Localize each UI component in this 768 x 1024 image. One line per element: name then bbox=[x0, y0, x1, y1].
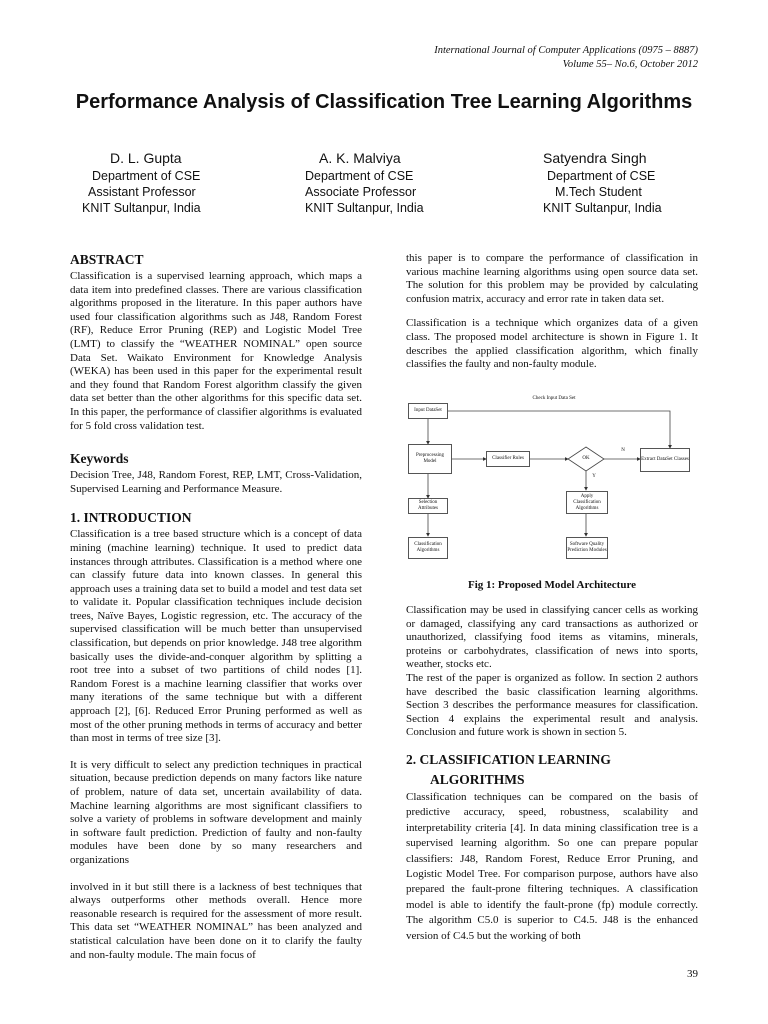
section2-heading-line1: 2. CLASSIFICATION LEARNING bbox=[406, 751, 611, 767]
section2-heading-line2: ALGORITHMS bbox=[430, 771, 525, 787]
intro-paragraph-3: involved in it but still there is a lackness of best techniques that always outperforms other methods overall. Hence more reasonable research is required for the assessment of more result. This data set “WEATHER NOMINAL” has been analyzed and statistical calculation have been done on it to clarify the faulty and non-faulty module. The main focus of bbox=[70, 880, 362, 961]
col2-paragraph-3: Classification may be used in classifying cancer cells as working or damaged, classifying any card transactions as authorized or unauthorized, classifying food items as vitamins, minerals, proteins or carbohydrates, classification of news into sports, weather, stocks etc. bbox=[406, 604, 698, 671]
author-dept: Department of CSE bbox=[547, 169, 656, 183]
author-1 bbox=[82, 150, 282, 216]
author-name: Satyendra Singh bbox=[543, 150, 647, 166]
col2-paragraph-1: this paper is to compare the performance of classification in various machine learning algorithms using open source data set. The solution for this problem may be provided by calculating confusion matrix, accuracy and error rate in taken data set. bbox=[406, 252, 698, 305]
paper-title: Performance Analysis of Classification Tree Learning Algorithms bbox=[75, 91, 693, 113]
right-column-bottom bbox=[406, 604, 698, 944]
author-role: Assistant Professor bbox=[88, 185, 196, 199]
intro-paragraph-1: Classification is a tree based structure which is a concept of data mining (machine learning) technique. It used to predict data instances through attributes. Classification is a method where one can classify future data into known classes. In general this approach uses a training data set to build a model and test data set to validate it. Popular classification techniques include decision trees, Naïve Bayes, Logistic regression, etc. The accuracy of the supervised classification will be much better than unsupervised classification, but depends on prior knowledge. J48 tree algorithm basically uses the divide-and-conquer algorithm by splitting a root tree into a subset of two partitions of child nodes [1]. Random Forest is a machine learning classifier that works over many iterations of the same technique but with a different approach [2], [6]. Reduced Error Pruning performed as well as most of the other pruning methods in terms of accuracy and better than most in terms of tree size [3]. bbox=[70, 528, 362, 745]
ok-label: OK bbox=[582, 456, 590, 461]
author-name: A. K. Malviya bbox=[319, 150, 401, 166]
author-role: M.Tech Student bbox=[555, 185, 642, 199]
connector-input-check bbox=[447, 411, 670, 448]
intro-heading: 1. INTRODUCTION bbox=[70, 510, 192, 526]
intro-paragraph-2: It is very difficult to select any prediction techniques in practical situation, because prediction depends on many factors like nature of problem, nature of data set, uncertain availability of data. Machine learning algorithms are most significant classifiers to solve a variety of problems in software development and mainly in software fault prediction. Prediction of faulty and non-faulty modules have been done by so many researchers and organizations bbox=[70, 758, 362, 866]
author-3 bbox=[543, 150, 743, 216]
author-2 bbox=[305, 150, 505, 216]
author-name: D. L. Gupta bbox=[110, 150, 182, 166]
author-dept: Department of CSE bbox=[305, 169, 414, 183]
col2-paragraph-4: The rest of the paper is organized as follow. In section 2 authors have described the basic classification learning algorithms. Section 3 describes the performance measures for classification. Section 4 explains the experimental result and analysis. Conclusion and future work is shown in section 5. bbox=[406, 671, 698, 739]
journal-name: International Journal of Computer Applications (0975 – 8887) bbox=[434, 45, 698, 56]
author-org: KNIT Sultanpur, India bbox=[82, 201, 201, 215]
selection-attributes-box: Selection Attributes bbox=[408, 498, 448, 514]
n-label: N bbox=[621, 448, 625, 453]
y-label: Y bbox=[592, 474, 596, 479]
figure-connectors bbox=[404, 392, 700, 572]
classification-algorithms-box: Classification Algorithms bbox=[408, 537, 448, 559]
left-column bbox=[70, 252, 362, 962]
keywords-heading: Keywords bbox=[70, 451, 129, 467]
author-org: KNIT Sultanpur, India bbox=[543, 201, 662, 215]
author-dept: Department of CSE bbox=[92, 169, 201, 183]
section2-paragraph: Classification techniques can be compared on the basis of predictive accuracy, speed, robustness, scalability and interpretability criteria [4]. In data mining classification tree is a supervised learning algorithm. So one can prepare popular classifiers: J48, Random Forest, Reduce Error Pruning, and Logistic Model Tree. For comparison purpose, authors have also prepared the fault-prone filtering techniques. A classification model is able to identify the fault-prone (fp) module correctly. The algorithm C5.0 is superior to C4.5. J48 is the enhanced version of C4.5 but the working of both bbox=[406, 790, 698, 942]
abstract-heading: ABSTRACT bbox=[70, 252, 144, 267]
abstract-text: Classification is a supervised learning approach, which maps a data item into predefined classes. There are various classification algorithms proposed in the literature. In this paper authors have used four classification algorithms such as J48, Random Forest (RF), Reduce Error Pruning (REP) and Logistic Model Tree (LMT) to classify the “WEATHER NOMINAL” open source Data Set. Waikato Environment for Knowledge Analysis (WEKA) has been used in this paper for the experimental result and they found that Random Forest algorithm classify the given data set better than the other algorithms for this specific data set. In this paper, the performance of classifier algorithms is evaluated for 5 fold cross validation test. bbox=[70, 270, 362, 432]
input-dataset-box: Input DataSet bbox=[408, 403, 448, 419]
classifier-rules-box: Classifier Rules bbox=[486, 451, 530, 467]
extract-dataset-box: Extract DataSet Classes bbox=[640, 448, 690, 472]
journal-volume: Volume 55– No.6, October 2012 bbox=[562, 59, 698, 70]
page-number: 39 bbox=[687, 968, 698, 980]
col2-paragraph-2: Classification is a technique which organizes data of a given class. The proposed model architecture is shown in Figure 1. It describes the applied classification algorithm, which finally classifies the faulty and non-faulty module. bbox=[406, 317, 698, 371]
figure-caption: Fig 1: Proposed Model Architecture bbox=[467, 579, 637, 591]
author-role: Associate Professor bbox=[305, 185, 417, 199]
author-org: KNIT Sultanpur, India bbox=[305, 201, 424, 215]
apply-classification-box: Apply Classification Algorithms bbox=[566, 491, 608, 514]
quality-prediction-box: Software Quality Prediction Modules bbox=[566, 537, 608, 559]
preprocessing-box: Preprocessing Model bbox=[408, 444, 452, 474]
check-input-label: Check Input Data Set bbox=[532, 396, 576, 401]
keywords-text: Decision Tree, J48, Random Forest, REP, LMT, Cross-Validation, Supervised Learning and Performance Measure. bbox=[70, 469, 362, 495]
journal-header bbox=[434, 44, 698, 72]
right-column-top bbox=[406, 252, 698, 372]
model-architecture-figure bbox=[404, 392, 700, 572]
